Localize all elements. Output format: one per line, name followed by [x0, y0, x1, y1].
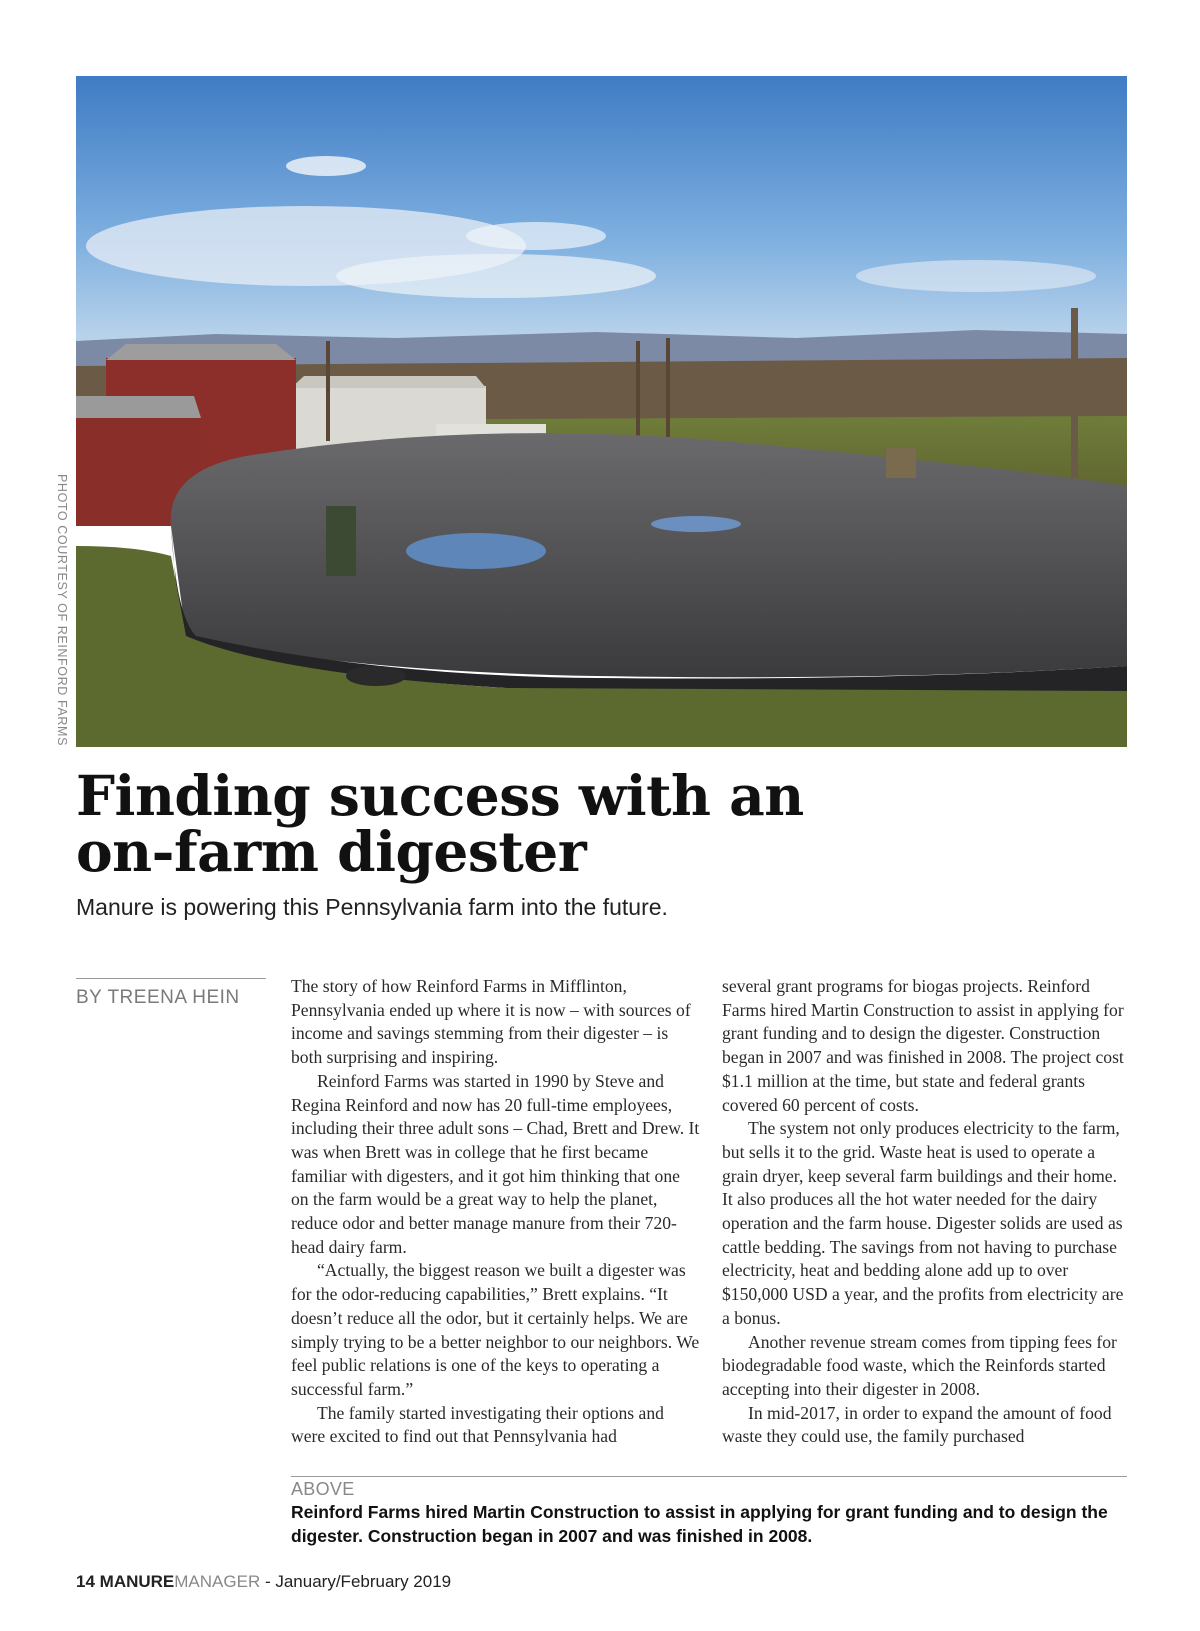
photo-caption: Reinford Farms hired Martin Construction to assist in applying for grant funding and to design the digester. Construction began in 2007 and was finished in 2008.: [291, 1502, 1108, 1546]
issue-date: - January/February 2019: [264, 1572, 452, 1591]
page-footer: [76, 1572, 451, 1592]
paragraph: Another revenue stream comes from tipping fees for biodegradable food waste, which the Reinfords started accepting into their digester in 2008.: [722, 1331, 1117, 1399]
byline-divider: [76, 978, 266, 979]
body-column-1: [291, 975, 701, 1449]
paragraph: several grant programs for biogas projects. Reinford Farms hired Martin Construction to assist in applying for grant funding and to design the digester. Construction began in 2007 and was finished in 2008. The project cost $1.1 million at the time, but state and federal grants covered 60 percent of costs.: [722, 976, 1124, 1115]
paragraph: The story of how Reinford Farms in Mifflinton, Pennsylvania ended up where it is now – with sources of income and savings stemming from their digester – is both surprising and inspiring.: [291, 976, 691, 1068]
article-byline: BY TREENA HEIN: [76, 987, 240, 1008]
caption-divider: [291, 1476, 1127, 1477]
article-dek: Manure is powering this Pennsylvania farm into the future.: [76, 894, 668, 920]
hero-photo: [76, 76, 1127, 747]
paragraph: The system not only produces electricity to the farm, but sells it to the grid. Waste heat is used to operate a grain dryer, keep several farm buildings and their home. It also produces all the hot water needed for the dairy operation and the farm house. Digester solids are used as cattle bedding. The savings from not having to purchase electricity, heat and bedding alone add up to over $150,000 USD a year, and the profits from electricity are a bonus.: [722, 1118, 1124, 1328]
paragraph: Reinford Farms was started in 1990 by Steve and Regina Reinford and now has 20 full-time employees, including their three adult sons – Chad, Brett and Drew. It was when Brett was in college that he first became familiar with digesters, and it got him thinking that one on the farm would be a great way to help the planet, reduce odor and better manage manure from their 720-head dairy farm.: [291, 1070, 700, 1257]
caption-label: ABOVE: [291, 1479, 355, 1499]
headline-line-1: Finding success with an: [76, 763, 804, 828]
photo-credit: PHOTO COURTESY OF REINFORD FARMS: [55, 474, 69, 747]
magazine-name-light: MANAGER: [174, 1572, 261, 1591]
paragraph: “Actually, the biggest reason we built a digester was for the odor-reducing capabilities,” Brett explains. “It doesn’t reduce all the odor, but it certainly helps. We are simply trying to be a better neighbor to our neighbors. We feel public relations is one of the keys to operating a successful farm.”: [291, 1260, 700, 1399]
magazine-name-bold: MANURE: [99, 1572, 175, 1591]
headline-line-2: on-farm digester: [76, 819, 587, 884]
body-column-2: [722, 975, 1132, 1449]
paragraph: The family started investigating their options and were excited to find out that Pennsylvania had: [291, 1402, 664, 1447]
paragraph: In mid-2017, in order to expand the amount of food waste they could use, the family purchased: [722, 1402, 1112, 1447]
article-headline: [76, 763, 976, 884]
farm-digester-photo: [76, 76, 1127, 747]
page-number: 14: [76, 1572, 95, 1591]
